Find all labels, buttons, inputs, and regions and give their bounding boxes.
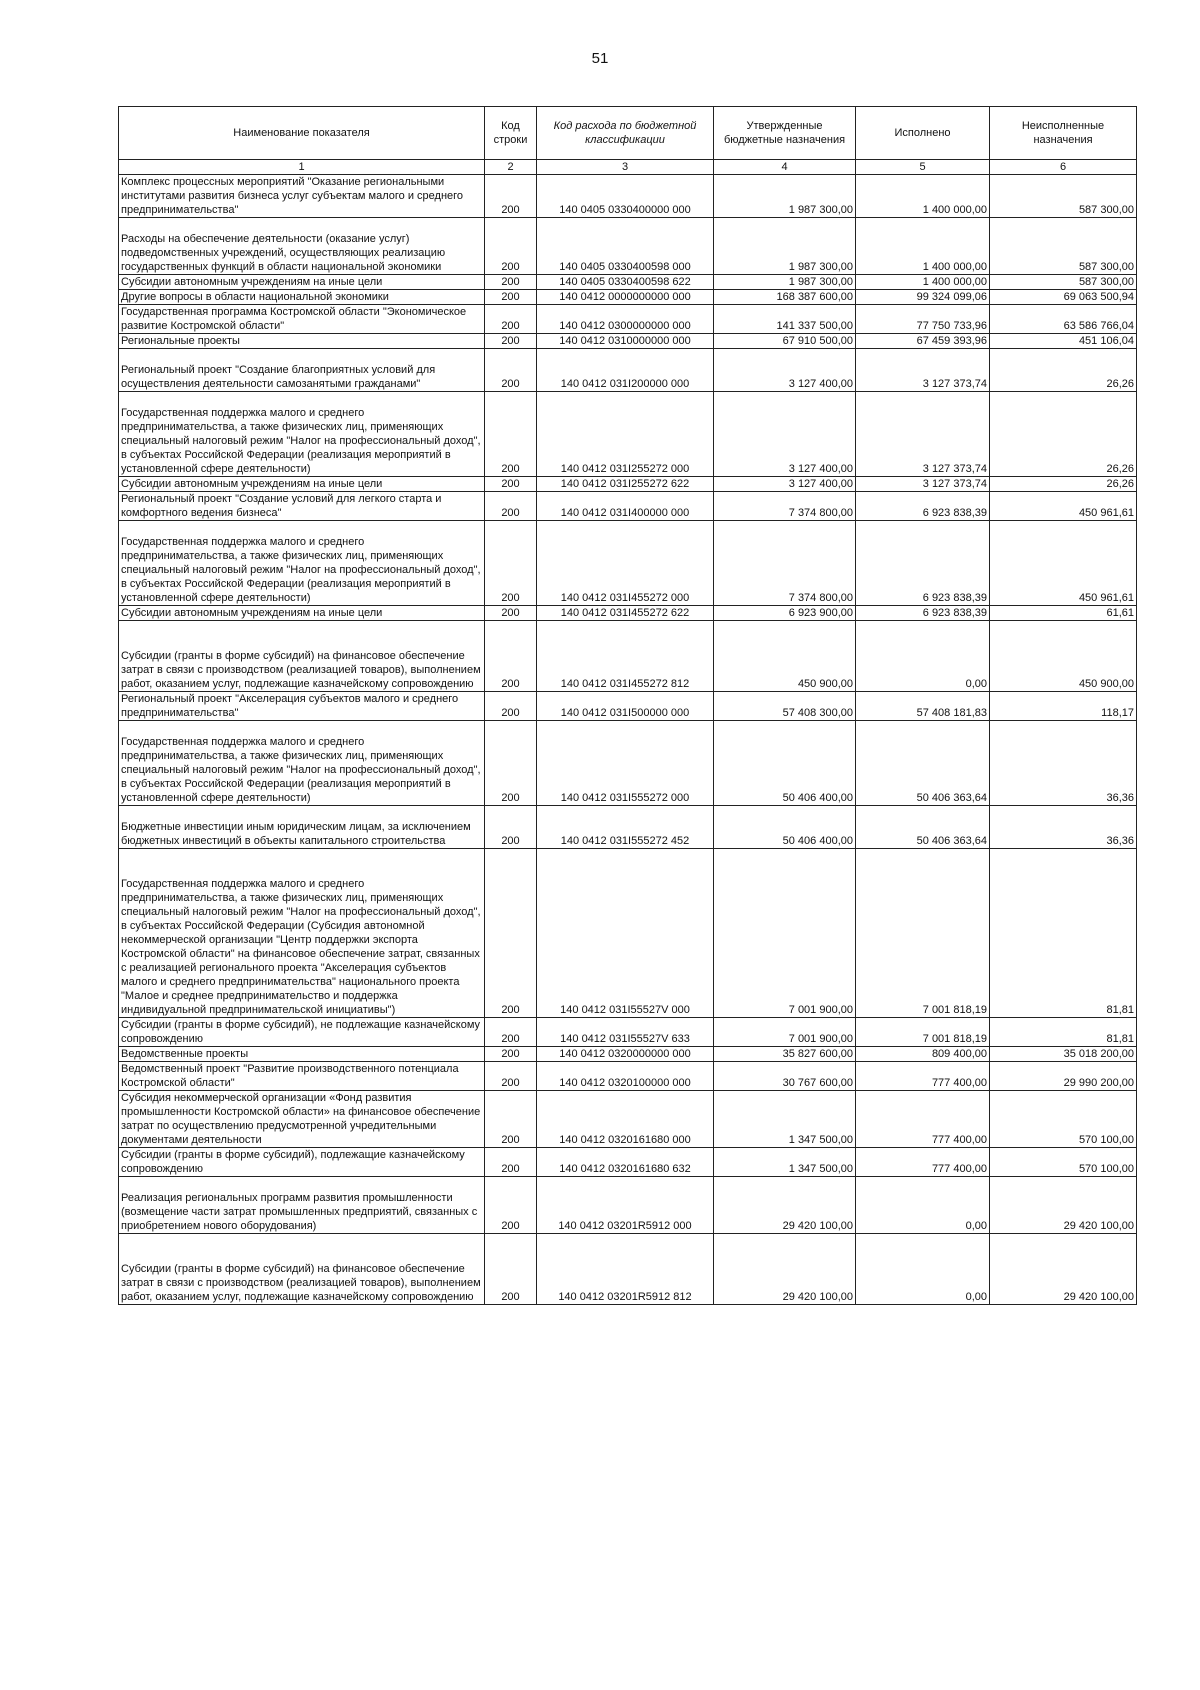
table-row [119, 1234, 1137, 1305]
row-kbk-cell: 140 0412 031I555272 000 [537, 721, 714, 806]
row-line-code-cell: 200 [485, 1177, 537, 1234]
row-name-cell: Региональный проект "Создание условий для легкого старта и комфортного ведения бизнеса" [119, 492, 485, 521]
row-executed-cell: 0,00 [856, 621, 990, 692]
row-approved-cell: 168 387 600,00 [714, 290, 856, 305]
table-row [119, 521, 1137, 606]
column-number: 5 [856, 160, 990, 175]
table-row [119, 1148, 1137, 1177]
row-line-code-cell: 200 [485, 392, 537, 477]
table-row [119, 492, 1137, 521]
row-kbk-cell: 140 0412 0320000000 000 [537, 1047, 714, 1062]
row-executed-cell: 57 408 181,83 [856, 692, 990, 721]
row-approved-cell: 1 987 300,00 [714, 218, 856, 275]
row-kbk-cell: 140 0412 031I555272 452 [537, 806, 714, 849]
row-kbk-cell: 140 0412 031I455272 622 [537, 606, 714, 621]
table-row [119, 849, 1137, 1018]
row-unexecuted-cell: 118,17 [990, 692, 1137, 721]
row-name-cell: Региональные проекты [119, 334, 485, 349]
row-executed-cell: 77 750 733,96 [856, 305, 990, 334]
row-approved-cell: 29 420 100,00 [714, 1234, 856, 1305]
row-unexecuted-cell: 69 063 500,94 [990, 290, 1137, 305]
row-kbk-cell: 140 0412 0000000000 000 [537, 290, 714, 305]
row-kbk-cell: 140 0412 03201R5912 812 [537, 1234, 714, 1305]
row-name-cell: Субсидии (гранты в форме субсидий), не подлежащие казначейскому сопровождению [119, 1018, 485, 1047]
row-kbk-cell: 140 0412 031I255272 622 [537, 477, 714, 492]
row-kbk-cell: 140 0412 031I55527V 633 [537, 1018, 714, 1047]
row-kbk-cell: 140 0412 031I455272 812 [537, 621, 714, 692]
header-unexecuted: Неисполненные назначения [990, 107, 1137, 160]
table-row [119, 218, 1137, 275]
row-name-cell: Ведомственный проект "Развитие производственного потенциала Костромской области" [119, 1062, 485, 1091]
table-row [119, 806, 1137, 849]
row-kbk-cell: 140 0412 031I500000 000 [537, 692, 714, 721]
column-number: 2 [485, 160, 537, 175]
row-approved-cell: 7 374 800,00 [714, 521, 856, 606]
table-row [119, 721, 1137, 806]
table-row [119, 1062, 1137, 1091]
table-row [119, 349, 1137, 392]
row-executed-cell: 3 127 373,74 [856, 349, 990, 392]
row-approved-cell: 7 001 900,00 [714, 1018, 856, 1047]
row-unexecuted-cell: 29 420 100,00 [990, 1177, 1137, 1234]
row-line-code-cell: 200 [485, 1148, 537, 1177]
row-executed-cell: 6 923 838,39 [856, 521, 990, 606]
row-line-code-cell: 200 [485, 275, 537, 290]
row-executed-cell: 1 400 000,00 [856, 175, 990, 218]
row-unexecuted-cell: 81,81 [990, 1018, 1137, 1047]
row-executed-cell: 0,00 [856, 1234, 990, 1305]
row-unexecuted-cell: 587 300,00 [990, 275, 1137, 290]
table-row [119, 1091, 1137, 1148]
row-kbk-cell: 140 0412 0300000000 000 [537, 305, 714, 334]
row-name-cell: Реализация региональных программ развития промышленности (возмещение части затрат промышленных предприятий, связанных с приобретением нового оборудования) [119, 1177, 485, 1234]
row-line-code-cell: 200 [485, 175, 537, 218]
row-line-code-cell: 200 [485, 606, 537, 621]
table-row [119, 692, 1137, 721]
row-line-code-cell: 200 [485, 621, 537, 692]
row-kbk-cell: 140 0412 031I255272 000 [537, 392, 714, 477]
row-line-code-cell: 200 [485, 477, 537, 492]
column-numbers-row [119, 160, 1137, 175]
row-approved-cell: 1 347 500,00 [714, 1091, 856, 1148]
row-name-cell: Государственная поддержка малого и среднего предпринимательства, а также физических лиц, применяющих специальный налоговый режим "Налог на профессиональный доход", в субъектах Российской Федерации (реализация мероприятий в установленной сфере деятельности) [119, 392, 485, 477]
row-approved-cell: 450 900,00 [714, 621, 856, 692]
row-approved-cell: 50 406 400,00 [714, 721, 856, 806]
row-approved-cell: 50 406 400,00 [714, 806, 856, 849]
row-executed-cell: 7 001 818,19 [856, 849, 990, 1018]
row-executed-cell: 6 923 838,39 [856, 492, 990, 521]
row-executed-cell: 67 459 393,96 [856, 334, 990, 349]
row-name-cell: Субсидия некоммерческой организации «Фонд развития промышленности Костромской области» на финансовое обеспечение затрат по осуществлению предусмотренной учредительными документами деятельности [119, 1091, 485, 1148]
row-executed-cell: 777 400,00 [856, 1148, 990, 1177]
row-kbk-cell: 140 0412 031I455272 000 [537, 521, 714, 606]
row-executed-cell: 777 400,00 [856, 1062, 990, 1091]
row-unexecuted-cell: 61,61 [990, 606, 1137, 621]
row-name-cell: Ведомственные проекты [119, 1047, 485, 1062]
row-unexecuted-cell: 36,36 [990, 721, 1137, 806]
row-approved-cell: 7 374 800,00 [714, 492, 856, 521]
row-approved-cell: 3 127 400,00 [714, 349, 856, 392]
column-number: 6 [990, 160, 1137, 175]
table-row [119, 621, 1137, 692]
row-line-code-cell: 200 [485, 721, 537, 806]
row-line-code-cell: 200 [485, 349, 537, 392]
table-row [119, 175, 1137, 218]
row-approved-cell: 6 923 900,00 [714, 606, 856, 621]
table-row [119, 334, 1137, 349]
row-kbk-cell: 140 0412 0320161680 000 [537, 1091, 714, 1148]
row-unexecuted-cell: 29 420 100,00 [990, 1234, 1137, 1305]
table-row [119, 392, 1137, 477]
row-approved-cell: 57 408 300,00 [714, 692, 856, 721]
row-unexecuted-cell: 570 100,00 [990, 1091, 1137, 1148]
row-executed-cell: 50 406 363,64 [856, 806, 990, 849]
row-line-code-cell: 200 [485, 1091, 537, 1148]
row-executed-cell: 6 923 838,39 [856, 606, 990, 621]
row-approved-cell: 1 347 500,00 [714, 1148, 856, 1177]
table-row [119, 606, 1137, 621]
row-approved-cell: 35 827 600,00 [714, 1047, 856, 1062]
row-approved-cell: 3 127 400,00 [714, 392, 856, 477]
row-executed-cell: 3 127 373,74 [856, 392, 990, 477]
row-unexecuted-cell: 36,36 [990, 806, 1137, 849]
row-approved-cell: 3 127 400,00 [714, 477, 856, 492]
row-unexecuted-cell: 450 900,00 [990, 621, 1137, 692]
page-number: 51 [591, 50, 609, 67]
column-number: 3 [537, 160, 714, 175]
table-row [119, 477, 1137, 492]
table-row [119, 290, 1137, 305]
row-unexecuted-cell: 450 961,61 [990, 521, 1137, 606]
row-name-cell: Региональный проект "Создание благоприятных условий для осуществления деятельности самозанятыми гражданами" [119, 349, 485, 392]
row-line-code-cell: 200 [485, 492, 537, 521]
table-body [119, 175, 1137, 1305]
row-approved-cell: 141 337 500,00 [714, 305, 856, 334]
row-unexecuted-cell: 451 106,04 [990, 334, 1137, 349]
row-unexecuted-cell: 81,81 [990, 849, 1137, 1018]
row-executed-cell: 99 324 099,06 [856, 290, 990, 305]
row-name-cell: Государственная программа Костромской области "Экономическое развитие Костромской области" [119, 305, 485, 334]
row-kbk-cell: 140 0405 0330400598 622 [537, 275, 714, 290]
row-unexecuted-cell: 26,26 [990, 349, 1137, 392]
row-unexecuted-cell: 63 586 766,04 [990, 305, 1137, 334]
row-kbk-cell: 140 0412 0320161680 632 [537, 1148, 714, 1177]
row-unexecuted-cell: 450 961,61 [990, 492, 1137, 521]
row-name-cell: Государственная поддержка малого и среднего предпринимательства, а также физических лиц, применяющих специальный налоговый режим "Налог на профессиональный доход", в субъектах Российской Федерации (реализация мероприятий в установленной сфере деятельности) [119, 521, 485, 606]
row-executed-cell: 1 400 000,00 [856, 218, 990, 275]
row-line-code-cell: 200 [485, 305, 537, 334]
row-unexecuted-cell: 29 990 200,00 [990, 1062, 1137, 1091]
row-kbk-cell: 140 0405 0330400598 000 [537, 218, 714, 275]
row-line-code-cell: 200 [485, 290, 537, 305]
row-executed-cell: 3 127 373,74 [856, 477, 990, 492]
column-number: 1 [119, 160, 485, 175]
table-row [119, 1047, 1137, 1062]
row-kbk-cell: 140 0412 031I200000 000 [537, 349, 714, 392]
row-line-code-cell: 200 [485, 1234, 537, 1305]
row-line-code-cell: 200 [485, 521, 537, 606]
column-number: 4 [714, 160, 856, 175]
row-unexecuted-cell: 587 300,00 [990, 218, 1137, 275]
row-approved-cell: 1 987 300,00 [714, 175, 856, 218]
row-line-code-cell: 200 [485, 849, 537, 1018]
header-name: Наименование показателя [119, 107, 485, 160]
row-kbk-cell: 140 0412 031I400000 000 [537, 492, 714, 521]
row-name-cell: Субсидии автономным учреждениям на иные цели [119, 477, 485, 492]
row-kbk-cell: 140 0405 0330400000 000 [537, 175, 714, 218]
row-executed-cell: 809 400,00 [856, 1047, 990, 1062]
row-unexecuted-cell: 35 018 200,00 [990, 1047, 1137, 1062]
row-name-cell: Бюджетные инвестиции иным юридическим лицам, за исключением бюджетных инвестиций в объекты капитального строительства [119, 806, 485, 849]
row-line-code-cell: 200 [485, 1062, 537, 1091]
row-line-code-cell: 200 [485, 1018, 537, 1047]
header-executed: Исполнено [856, 107, 990, 160]
table-row [119, 275, 1137, 290]
row-approved-cell: 30 767 600,00 [714, 1062, 856, 1091]
row-approved-cell: 67 910 500,00 [714, 334, 856, 349]
row-executed-cell: 50 406 363,64 [856, 721, 990, 806]
row-line-code-cell: 200 [485, 218, 537, 275]
row-executed-cell: 7 001 818,19 [856, 1018, 990, 1047]
row-name-cell: Комплекс процессных мероприятий "Оказание региональными институтами развития бизнеса услуг субъектам малого и среднего предпринимательства" [119, 175, 485, 218]
row-executed-cell: 0,00 [856, 1177, 990, 1234]
row-name-cell: Расходы на обеспечение деятельности (оказание услуг) подведомственных учреждений, осуществляющих реализацию государственных функций в области национальной экономики [119, 218, 485, 275]
header-approved: Утвержденные бюджетные назначения [714, 107, 856, 160]
table-row [119, 1018, 1137, 1047]
table-header-row [119, 107, 1137, 160]
row-name-cell: Государственная поддержка малого и среднего предпринимательства, а также физических лиц, применяющих специальный налоговый режим "Налог на профессиональный доход", в субъектах Российской Федерации (реализация мероприятий в установленной сфере деятельности) [119, 721, 485, 806]
row-line-code-cell: 200 [485, 334, 537, 349]
row-approved-cell: 29 420 100,00 [714, 1177, 856, 1234]
row-approved-cell: 1 987 300,00 [714, 275, 856, 290]
row-unexecuted-cell: 570 100,00 [990, 1148, 1137, 1177]
row-name-cell: Субсидии (гранты в форме субсидий) на финансовое обеспечение затрат в связи с производством (реализацией товаров), выполнением работ, оказанием услуг, подлежащие казначейскому сопровождению [119, 1234, 485, 1305]
row-executed-cell: 777 400,00 [856, 1091, 990, 1148]
table-row [119, 1177, 1137, 1234]
table-row [119, 305, 1137, 334]
row-approved-cell: 7 001 900,00 [714, 849, 856, 1018]
row-unexecuted-cell: 26,26 [990, 477, 1137, 492]
row-unexecuted-cell: 26,26 [990, 392, 1137, 477]
row-kbk-cell: 140 0412 031I55527V 000 [537, 849, 714, 1018]
row-kbk-cell: 140 0412 03201R5912 000 [537, 1177, 714, 1234]
header-kbk: Код расхода по бюджетной классификации [537, 107, 714, 160]
row-name-cell: Другие вопросы в области национальной экономики [119, 290, 485, 305]
row-name-cell: Субсидии (гранты в форме субсидий) на финансовое обеспечение затрат в связи с производством (реализацией товаров), выполнением работ, оказанием услуг, подлежащие казначейскому сопровождению [119, 621, 485, 692]
header-line-code: Код строки [485, 107, 537, 160]
budget-execution-table [118, 106, 1137, 1305]
row-unexecuted-cell: 587 300,00 [990, 175, 1137, 218]
row-name-cell: Субсидии (гранты в форме субсидий), подлежащие казначейскому сопровождению [119, 1148, 485, 1177]
row-name-cell: Субсидии автономным учреждениям на иные цели [119, 606, 485, 621]
row-kbk-cell: 140 0412 0320100000 000 [537, 1062, 714, 1091]
row-name-cell: Субсидии автономным учреждениям на иные цели [119, 275, 485, 290]
row-kbk-cell: 140 0412 0310000000 000 [537, 334, 714, 349]
row-name-cell: Региональный проект "Акселерация субъектов малого и среднего предпринимательства" [119, 692, 485, 721]
row-name-cell: Государственная поддержка малого и среднего предпринимательства, а также физических лиц, применяющих специальный налоговый режим "Налог на профессиональный доход", в субъектах Российской Федерации (Субсидия автономной некоммерческой организации "Центр поддержки экспорта Костромской области" на финансовое обеспечение затрат, связанных с реализацией регионального проекта "Акселерация субъектов малого и среднего предпринимательства" национального проекта "Малое и среднее предпринимательство и поддержка индивидуальной предпринимательской инициативы") [119, 849, 485, 1018]
row-line-code-cell: 200 [485, 692, 537, 721]
row-executed-cell: 1 400 000,00 [856, 275, 990, 290]
row-line-code-cell: 200 [485, 1047, 537, 1062]
row-line-code-cell: 200 [485, 806, 537, 849]
